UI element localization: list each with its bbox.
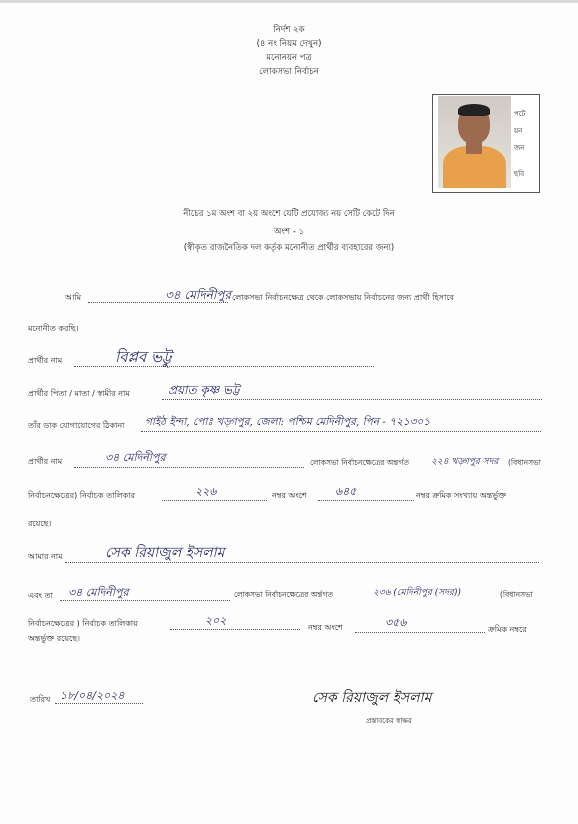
candidate2-mid: লোকসভা নির্বাচনক্ষেত্রের অন্তর্গত (310, 458, 409, 467)
candidate2-label: প্রার্থীর নাম (28, 457, 63, 466)
and-label: এবং তা (28, 591, 53, 600)
photo-label-3: জন (514, 144, 525, 152)
photo-label-2: য়ন (514, 127, 523, 135)
nominated-text: মনোনীত করছি। (28, 324, 79, 333)
roll-serial-line (318, 500, 414, 501)
and-suffix: (বিধানসভা (500, 590, 533, 599)
address-label: তাঁর ডাক যোগাযোগের ঠিকানা (28, 421, 125, 430)
roll-suffix: নম্বর ক্রমিক সংখ্যায় অন্তর্ভুক্ত (416, 491, 507, 500)
photo-label-1: পটে (514, 110, 526, 118)
included-text: রয়েছে। (28, 519, 52, 528)
candidate-name-label: প্রার্থীর নাম (28, 356, 63, 365)
part-description: (স্বীকৃত রাজনৈতিক দল কর্তৃক মনোনীত প্রার্থীর ব্যবহারের জন্য) (183, 243, 395, 253)
roll2-mid: নম্বর অংশে (308, 623, 343, 632)
date-label: তারিখ (30, 695, 51, 704)
and-value: ৩৪ মেদিনীপুর (68, 586, 129, 599)
proposer-value: সেক রিয়াজুল ইসলাম (105, 545, 225, 561)
roll2-part-line (170, 629, 300, 630)
proposer-signature: সেক রিয়াজুল ইসলাম (312, 690, 432, 706)
roll2-label: নির্বাচনক্ষেত্রের ) নির্বাচক তালিকায় (28, 619, 138, 628)
ami-constituency: ৩৪ মেদিনীপুর (165, 288, 232, 302)
included2-text: অন্তর্ভুক্ত রয়েছে। (28, 634, 80, 643)
roll2-part-value: ২০২ (205, 614, 227, 627)
candidate2-value: ৩৪ মেদিনীপুর (105, 451, 166, 464)
part-label: অংশ - ১ (273, 227, 305, 237)
instruction-strike: নীচের ১ম অংশ বা ২য় অংশে যেটি প্রযোজ্য নয় সেটি কেটে দিন (183, 209, 395, 219)
proposer-label: আমার নাম (28, 552, 63, 561)
roll2-serial-value: ৩৫৬ (385, 616, 407, 629)
roll-label: নির্বাচনক্ষেত্রের) নির্বাচক তালিকার (28, 491, 135, 500)
roll2-serial-line (355, 632, 485, 633)
form-number: নির্দশ ২ক (273, 25, 305, 35)
address-value: গাইঠ ইন্দা, পোঃ খড়্গপুর, জেলা: পশ্চিম মেদিনীপুর, পিন - ৭২১৩০১ (145, 416, 431, 428)
ami-suffix: লোকসভা নির্বাচনক্ষেত্র থেকে লোকসভায় নির্বাচনের জন্য প্রার্থী হিসাবে (232, 293, 454, 302)
candidate-photo (438, 96, 511, 188)
form-title: মনোনয়ন পত্র (266, 53, 312, 63)
scan-edge (0, 0, 578, 3)
father-name-label: প্রার্থীর পিতা / মাতা / স্বামীর নাম (28, 389, 130, 398)
roll-serial-value: ৬৪৫ (335, 485, 357, 498)
candidate-name-value: বিপ্লব ভট্টু (115, 348, 172, 366)
date-value: ১৮/০৪/২০২৪ (60, 689, 125, 702)
and-mid: লোকসভা নির্বাচনক্ষেত্রের অর্ন্তগত (234, 590, 333, 599)
candidate2-suffix: (বিধানসভা (508, 458, 541, 467)
and-constituency: ২৩৬ (মেদিনীপুর (সদর)) (373, 588, 461, 598)
roll-part-value: ২২৬ (195, 485, 217, 498)
signature-caption: প্রস্তাবকের স্বাক্ষর (366, 717, 412, 725)
ami-label: আমি (65, 293, 82, 302)
father-name-value: প্রয়াত কৃষ্ণ ভট্ট (168, 383, 240, 397)
photo-label-4: ছবি (514, 170, 525, 178)
roll-mid: নম্বর অংশে (272, 491, 307, 500)
candidate2-constituency: ২২৪ খড়্গপুর সদর (431, 457, 499, 467)
rule-reference: (৪ নং নিয়ম দেখুন) (256, 39, 322, 49)
election-type: লোকসভা নির্বাচন (259, 67, 319, 77)
roll2-suffix: ক্রমিক নম্বরে (488, 625, 527, 634)
